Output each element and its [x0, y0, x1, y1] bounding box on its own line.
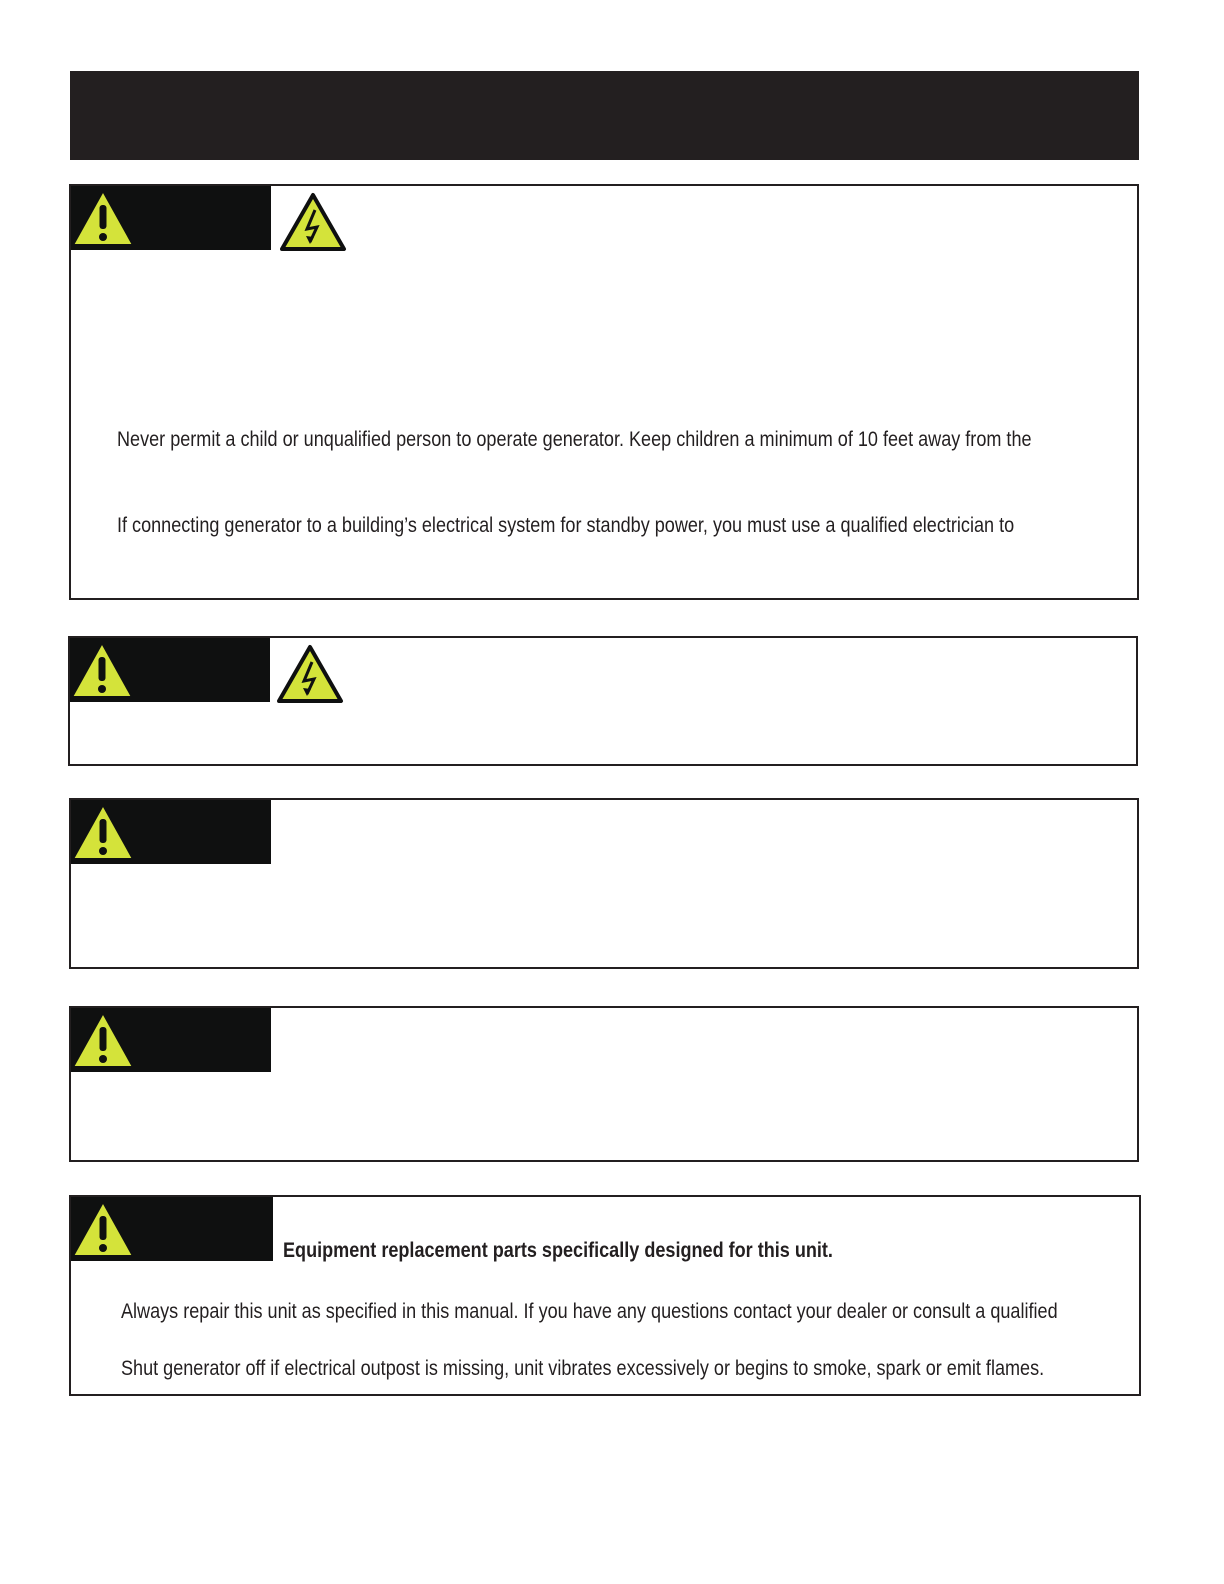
warning-triangle-icon [70, 641, 134, 699]
warning-label-tab [71, 1008, 271, 1072]
warning-triangle-icon [71, 803, 135, 861]
electric-shock-icon [276, 644, 344, 704]
warning-label-tab [70, 638, 270, 702]
section-header-banner [70, 71, 1139, 160]
warning-triangle-icon [71, 1200, 135, 1258]
warning-text-line: Never permit a child or unqualified person to operate generator. Keep children a minimum of 10 feet away from the [117, 428, 1032, 451]
warning-box-1 [69, 184, 1139, 600]
warning-box-2 [68, 636, 1138, 766]
warning-label-tab [71, 1197, 273, 1261]
warning-triangle-icon [71, 189, 135, 247]
warning-label-tab [71, 186, 271, 250]
warning-label-tab [71, 800, 271, 864]
warning-text-line: If connecting generator to a building’s electrical system for standby power, you must use a qualified electrician to [117, 514, 1015, 537]
warning-triangle-icon [71, 1011, 135, 1069]
warning-heading: Equipment replacement parts specifically designed for this unit. [283, 1239, 833, 1262]
warning-text-line: Shut generator off if electrical outpost is missing, unit vibrates excessively or begins to smoke, spark or emit flames. [121, 1357, 1045, 1380]
electric-shock-icon [279, 192, 347, 252]
warning-box-3 [69, 798, 1139, 969]
warning-text-line: Always repair this unit as specified in this manual. If you have any questions contact your dealer or consult a qualified [121, 1300, 1058, 1323]
warning-box-5 [69, 1195, 1141, 1396]
warning-box-4 [69, 1006, 1139, 1162]
